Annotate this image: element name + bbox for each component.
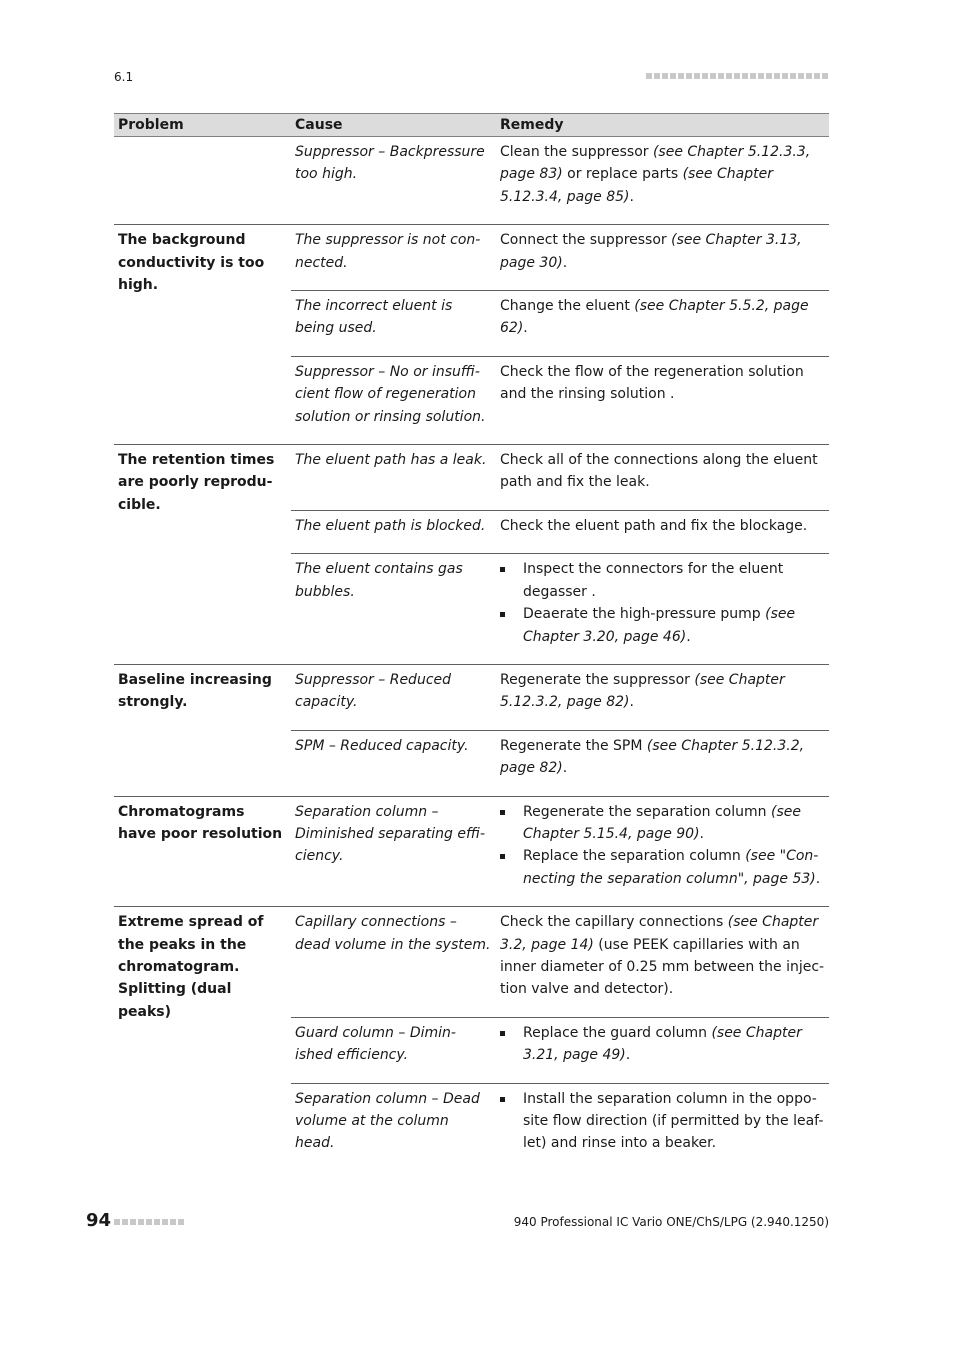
cause-cell: Separation column – Dead volume at the column head. bbox=[291, 1083, 496, 1171]
decorative-square bbox=[766, 73, 772, 79]
remedy-text: Replace the separation column bbox=[523, 848, 746, 865]
decorative-square bbox=[662, 73, 668, 79]
table-row bbox=[114, 907, 829, 1018]
header-problem: Problem bbox=[114, 114, 291, 137]
bullet-icon bbox=[500, 612, 505, 617]
cause-cell: The incorrect eluent is being used. bbox=[291, 291, 496, 357]
cross-reference[interactable]: (see Chapter 5.5.2, page 62) bbox=[500, 298, 809, 337]
list-item bbox=[500, 801, 825, 846]
bullet-icon bbox=[500, 567, 505, 572]
bullet-icon bbox=[500, 810, 505, 815]
decorative-square bbox=[130, 1219, 136, 1225]
remedy-cell bbox=[496, 356, 829, 444]
remedy-cell bbox=[496, 291, 829, 357]
cross-reference[interactable]: (see Chapter 3.21, page 49) bbox=[523, 1024, 802, 1064]
problem-cell: The background conductivity is too high. bbox=[114, 225, 291, 445]
problem-cell bbox=[114, 137, 291, 225]
remedy-cell bbox=[496, 510, 829, 553]
cause-cell: Guard column – Dimin-ished efficiency. bbox=[291, 1017, 496, 1083]
cross-reference[interactable]: (see Chapter 5.12.3.3, page 83) bbox=[500, 144, 811, 183]
list-item bbox=[500, 1088, 825, 1155]
decorative-square bbox=[710, 73, 716, 79]
table-row bbox=[114, 137, 829, 225]
remedy-text: Connect the suppressor bbox=[500, 232, 672, 249]
remedy-text: . bbox=[629, 188, 634, 205]
decorative-square bbox=[654, 73, 660, 79]
remedy-text: Check the capillary connections bbox=[500, 914, 728, 931]
remedy-text: . bbox=[686, 628, 691, 645]
decorative-square bbox=[138, 1219, 144, 1225]
table-row bbox=[114, 445, 829, 511]
problem-cell: Baseline increasing strongly. bbox=[114, 664, 291, 796]
remedy-text: Replace the guard column bbox=[523, 1024, 712, 1041]
footer-decoration bbox=[114, 1219, 184, 1225]
remedy-text: . bbox=[562, 254, 568, 271]
list-item bbox=[500, 1022, 825, 1067]
remedy-list bbox=[500, 1022, 825, 1067]
decorative-square bbox=[114, 1219, 120, 1225]
decorative-square bbox=[694, 73, 700, 79]
bullet-icon bbox=[500, 1031, 505, 1036]
cause-cell: Capillary connections – dead volume in the system. bbox=[291, 907, 496, 1018]
cause-cell: The eluent contains gas bubbles. bbox=[291, 554, 496, 665]
decorative-square bbox=[170, 1219, 176, 1225]
table-row bbox=[114, 664, 829, 730]
cross-reference[interactable]: (see "Con-necting the separation column", page 53) bbox=[523, 848, 819, 887]
remedy-text: . bbox=[523, 320, 528, 337]
decorative-square bbox=[806, 73, 812, 79]
decorative-square bbox=[774, 73, 780, 79]
remedy-text: Regenerate the separation column bbox=[523, 803, 771, 820]
decorative-square bbox=[646, 73, 652, 79]
decorative-square bbox=[154, 1219, 160, 1225]
cause-cell: The eluent path has a leak. bbox=[291, 445, 496, 511]
bullet-icon bbox=[500, 1097, 505, 1102]
list-item bbox=[500, 845, 825, 890]
remedy-text: Change the eluent bbox=[500, 298, 635, 315]
header-cause: Cause bbox=[291, 114, 496, 137]
decorative-square bbox=[814, 73, 820, 79]
document-title: 940 Professional IC Vario ONE/ChS/LPG (2.940.1250) bbox=[513, 1215, 829, 1229]
cross-reference[interactable]: (see Chapter 5.12.3.2, page 82) bbox=[500, 737, 805, 777]
cross-reference[interactable]: (see Chapter 3.20, page 46) bbox=[523, 606, 796, 645]
problem-cell: The retention times are poorly reprodu-cible. bbox=[114, 445, 291, 665]
remedy-text: Check all of the connections along the eluent path and fix the leak. bbox=[500, 452, 818, 491]
decorative-square bbox=[162, 1219, 168, 1225]
remedy-text: Inspect the connectors for the eluent degasser . bbox=[523, 561, 784, 600]
remedy-text: . bbox=[625, 1047, 631, 1064]
remedy-text: . bbox=[699, 825, 704, 842]
cause-cell: SPM – Reduced capacity. bbox=[291, 730, 496, 796]
decorative-square bbox=[742, 73, 748, 79]
troubleshooting-table bbox=[114, 113, 829, 1171]
list-item bbox=[500, 603, 825, 648]
cause-cell: Suppressor – Reduced capacity. bbox=[291, 664, 496, 730]
decorative-square bbox=[798, 73, 804, 79]
remedy-text: . bbox=[815, 870, 821, 887]
cause-cell: The eluent path is blocked. bbox=[291, 510, 496, 553]
decorative-square bbox=[122, 1219, 128, 1225]
remedy-list bbox=[500, 801, 825, 891]
decorative-square bbox=[686, 73, 692, 79]
decorative-square bbox=[178, 1219, 184, 1225]
problem-cell: Chromatograms have poor resolution bbox=[114, 796, 291, 907]
section-number: 6.1 bbox=[114, 70, 134, 84]
remedy-cell bbox=[496, 907, 829, 1018]
remedy-text: Install the separation column in the oppo-site flow direction (if permitted by the leaf-let) and rinse into a beaker. bbox=[523, 1090, 824, 1152]
decorative-square bbox=[702, 73, 708, 79]
decorative-square bbox=[750, 73, 756, 79]
remedy-text: Regenerate the suppressor bbox=[500, 671, 695, 688]
remedy-text: or replace parts bbox=[562, 166, 683, 183]
remedy-text: (use PEEK capillaries with an inner diameter of 0.25 mm between the injec-tion valve and detector). bbox=[500, 936, 825, 998]
remedy-cell bbox=[496, 445, 829, 511]
remedy-list bbox=[500, 558, 825, 648]
decorative-square bbox=[758, 73, 764, 79]
remedy-list bbox=[500, 1088, 825, 1155]
decorative-square bbox=[734, 73, 740, 79]
cross-reference[interactable]: (see Chapter 5.12.3.4, page 85) bbox=[500, 166, 773, 205]
decorative-square bbox=[822, 73, 828, 79]
remedy-text: Deaerate the high-pressure pump bbox=[523, 606, 766, 623]
page-number: 94 bbox=[86, 1210, 112, 1231]
remedy-text: Check the flow of the regeneration solution and the rinsing solution . bbox=[500, 363, 804, 403]
header-decoration bbox=[646, 73, 828, 79]
remedy-cell bbox=[496, 664, 829, 730]
list-item bbox=[500, 558, 825, 603]
cross-reference[interactable]: (see Chapter 5.12.3.2, page 82) bbox=[500, 671, 785, 711]
remedy-text: Regenerate the SPM bbox=[500, 737, 647, 754]
cause-cell: Suppressor – No or insuffi-cient flow of regeneration solution or rinsing solution. bbox=[291, 356, 496, 444]
header-remedy: Remedy bbox=[496, 114, 829, 137]
remedy-cell bbox=[496, 730, 829, 796]
remedy-cell bbox=[496, 225, 829, 291]
decorative-square bbox=[782, 73, 788, 79]
remedy-cell bbox=[496, 1017, 829, 1083]
table-row bbox=[114, 225, 829, 291]
remedy-text: Check the eluent path and fix the blockage. bbox=[500, 517, 808, 534]
remedy-cell bbox=[496, 796, 829, 907]
decorative-square bbox=[718, 73, 724, 79]
decorative-square bbox=[678, 73, 684, 79]
decorative-square bbox=[726, 73, 732, 79]
decorative-square bbox=[146, 1219, 152, 1225]
bullet-icon bbox=[500, 854, 505, 859]
remedy-cell bbox=[496, 1083, 829, 1171]
remedy-text: Clean the suppressor bbox=[500, 144, 653, 160]
decorative-square bbox=[790, 73, 796, 79]
cause-cell: Separation column – Diminished separating effi-ciency. bbox=[291, 796, 496, 907]
cause-cell: Suppressor – Backpressure too high. bbox=[291, 137, 496, 225]
remedy-cell bbox=[496, 137, 829, 225]
problem-cell: Extreme spread of the peaks in the chromatogram. Splitting (dual peaks) bbox=[114, 907, 291, 1171]
remedy-text: . bbox=[629, 694, 634, 711]
remedy-text: . bbox=[562, 760, 568, 777]
decorative-square bbox=[670, 73, 676, 79]
cross-reference[interactable]: (see Chapter 3.2, page 14) bbox=[500, 914, 819, 953]
cause-cell: The suppressor is not con-nected. bbox=[291, 225, 496, 291]
cross-reference[interactable]: (see Chapter 3.13, page 30) bbox=[500, 232, 802, 271]
table-header-row bbox=[114, 114, 829, 137]
remedy-cell bbox=[496, 554, 829, 665]
cross-reference[interactable]: (see Chapter 5.15.4, page 90) bbox=[523, 803, 801, 842]
table-row bbox=[114, 796, 829, 907]
